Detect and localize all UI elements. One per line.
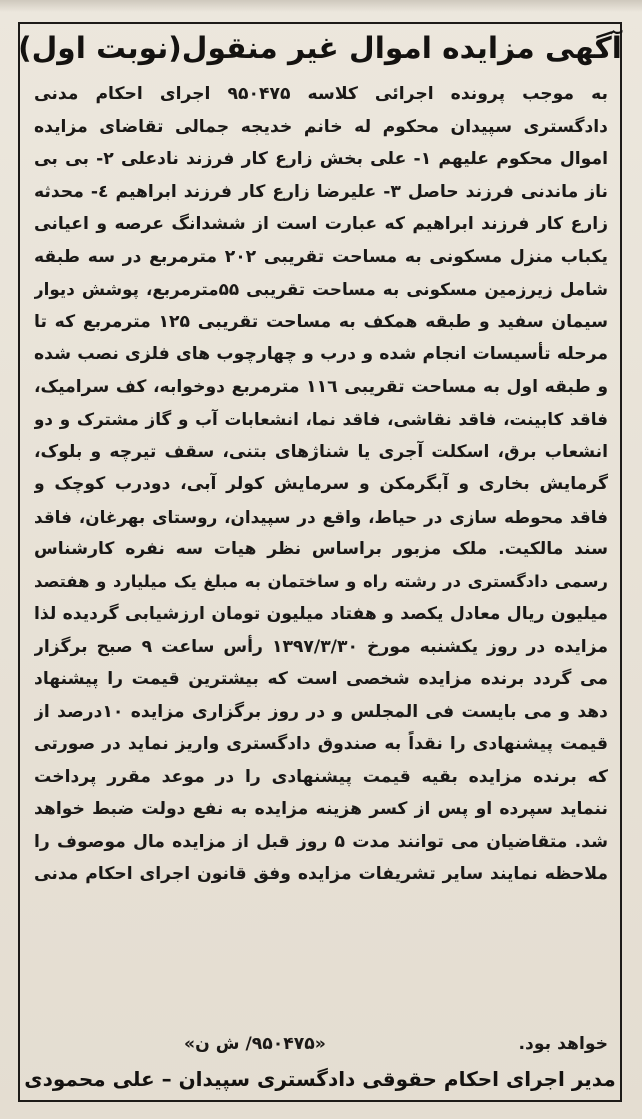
notice-line: به موجب پرونده اجرائی کلاسه ۹۵۰۴۷۵ اجرای احکام مدنی xyxy=(34,84,608,104)
notice-line: فاقد کابینت، فاقد نقاشی، فاقد نما، انشعابات آب و گاز مشترک و دو xyxy=(34,409,608,429)
notice-line: شد. متقاضیان می توانند مدت ۵ روز قبل از مزایده مال موصوف را xyxy=(34,831,608,852)
notice-line: گرمایش بخاری و آبگرمکن و سرمایش کولر آبی، دودرب کوچک و xyxy=(34,474,608,494)
reference-code: «۹۵۰۴۷۵/ ش ن» xyxy=(184,1034,326,1054)
notice-line: انشعاب برق، اسکلت آجری یا شناژهای بتنی، سقف تیرچه و بلوک، xyxy=(34,441,608,462)
notice-line: دادگستری سپیدان محکوم له خانم خدیجه جمالی تقاضای مزایده xyxy=(34,116,608,137)
notice-line: فاقد محوطه سازی در حیاط، واقع در سپیدان، روستای بهرغان، فاقد xyxy=(34,506,608,527)
paper-edge-shade xyxy=(0,0,642,12)
notice-line: و طبقه اول به مساحت تقریبی ۱۱٦ مترمربع دوخوابه، کف سرامیک، xyxy=(34,376,608,397)
notice-line: قیمت پیشنهادی را نقداً به صندوق دادگستری واریز نماید در صورتی xyxy=(34,734,608,754)
notice-line: دهد و می بایست فی المجلس و در روز برگزاری مزایده ۱۰درصد از xyxy=(34,701,608,722)
notice-line: یکباب منزل مسکونی به مساحت تقریبی ۲۰۲ مترمربع در سه طبقه xyxy=(34,246,608,267)
closing-text: خواهد بود. xyxy=(518,1034,608,1054)
signature-line: مدیر اجرای احکام حقوقی دادگستری سپیدان – علی محمودی xyxy=(24,1067,616,1091)
notice-line: سند مالکیت. ملک مزبور براساس نظر هیات سه نفره کارشناس xyxy=(34,539,608,559)
notice-line: سیمان سفید و طبقه همکف به مساحت تقریبی ۱۲۵ مترمربع که تا xyxy=(34,311,608,332)
notice-line: اموال محکوم علیهم ۱- علی بخش زارع کار فرزند نادعلی ۲- بی بی xyxy=(34,149,608,169)
notice-line: ملاحظه نمایند سایر تشریفات مزایده وفق قانون اجرای احکام مدنی xyxy=(34,864,608,884)
notice-body xyxy=(34,78,608,891)
notice-line: میلیون ریال معادل یکصد و هفتاد میلیون تومان ارزشیابی گردیده لذا xyxy=(34,604,608,624)
notice-line: ناز ماندنی فرزند حاصل ۳- علیرضا زارع کار فرزند ابراهیم ٤- محدثه xyxy=(34,181,608,202)
notice-line: رسمی دادگستری در رشته راه و ساختمان به مبلغ یک میلیارد و هفتصد xyxy=(34,571,608,591)
notice-line: ننماید سپرده او پس از کسر هزینه مزایده به نفع دولت ضبط خواهد xyxy=(34,799,608,819)
closing-line xyxy=(34,1028,608,1060)
notice-title: آگهی مزایده اموال غیر منقول(نوبت اول) xyxy=(18,31,622,65)
notice-line: مزایده در روز یکشنبه مورخ ۱۳۹۷/۳/۳۰ رأس ساعت ۹ صبح برگزار xyxy=(34,636,608,657)
notice-line: شامل زیرزمین مسکونی به مساحت تقریبی ۵۵مترمربع، پوشش دیوار xyxy=(34,279,608,299)
notice-line: زارع کار فرزند ابراهیم که عبارت است از ششدانگ عرصه و اعیانی xyxy=(34,214,608,234)
notice-line: مرحله تأسیسات انجام شده و درب و چهارچوب های فلزی نصب شده xyxy=(34,344,608,364)
notice-line: می گردد برنده مزایده شخصی است که بیشترین قیمت را پیشنهاد xyxy=(34,669,608,689)
notice-line: که برنده مزایده بقیه قیمت پیشنهادی را در موعد مقرر پرداخت xyxy=(34,766,608,787)
